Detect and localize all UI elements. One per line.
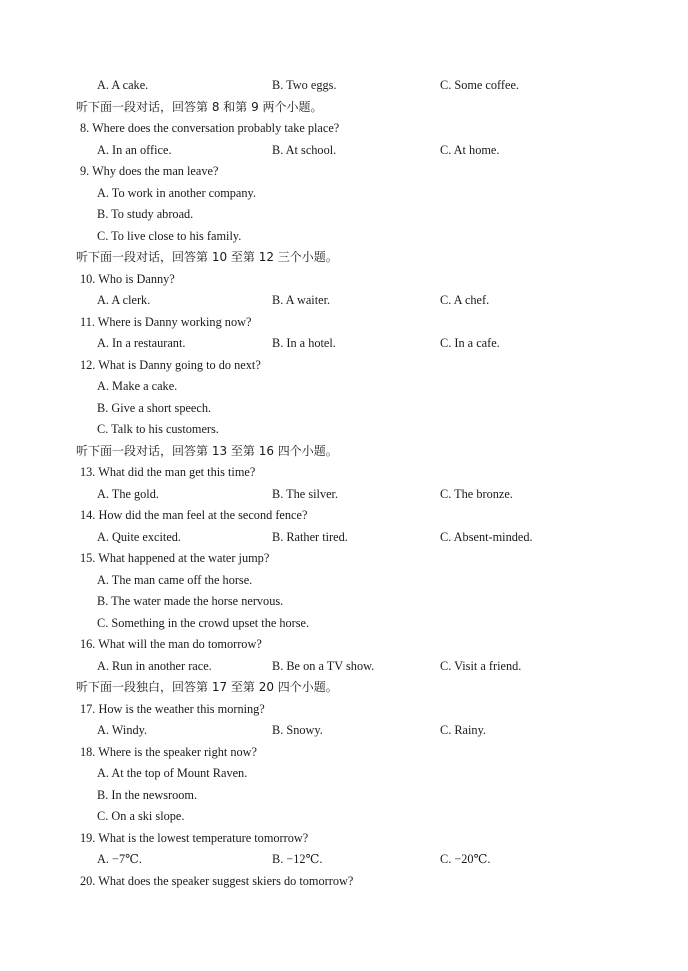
- answer-option-a: A. −7℃.: [97, 852, 142, 866]
- answer-option-a: A. A clerk.: [97, 293, 151, 307]
- answer-option-a: A. In an office.: [97, 143, 172, 157]
- answer-option: B. Give a short speech.: [97, 401, 212, 415]
- question-text: 19. What is the lowest temperature tomorrow?: [80, 831, 309, 845]
- answer-option-a: A. In a restaurant.: [97, 336, 186, 350]
- question-text: 15. What happened at the water jump?: [80, 551, 270, 565]
- answer-option-a: A. Run in another race.: [97, 659, 212, 673]
- answer-option: A. To work in another company.: [97, 186, 256, 200]
- answer-option-b: B. In a hotel.: [272, 336, 336, 350]
- answer-option: C. Something in the crowd upset the horse.: [97, 616, 310, 630]
- answer-option-c: C. The bronze.: [440, 487, 513, 501]
- question-text: 14. How did the man feel at the second fence?: [80, 508, 308, 522]
- answer-option: B. In the newsroom.: [97, 788, 198, 802]
- answer-option-b: B. At school.: [272, 143, 337, 157]
- answer-option-b: B. Snowy.: [272, 723, 323, 737]
- answer-option-b: B. −12℃.: [272, 852, 323, 866]
- answer-option-b: B. Two eggs.: [272, 78, 337, 92]
- answer-option-c: C. At home.: [440, 143, 500, 157]
- question-text: 11. Where is Danny working now?: [80, 315, 252, 329]
- answer-option: A. The man came off the horse.: [97, 573, 253, 587]
- question-text: 13. What did the man get this time?: [80, 465, 256, 479]
- answer-option-c: C. A chef.: [440, 293, 490, 307]
- answer-option-a: A. The gold.: [97, 487, 159, 501]
- question-text: 17. How is the weather this morning?: [80, 702, 265, 716]
- question-text: 20. What does the speaker suggest skiers do tomorrow?: [80, 874, 354, 888]
- section-instruction: 听下面一段对话，回答第 13 至第 16 四个小题。: [76, 444, 338, 458]
- answer-option: B. The water made the horse nervous.: [97, 594, 284, 608]
- question-text: 8. Where does the conversation probably take place?: [80, 121, 340, 135]
- answer-option-c: C. Visit a friend.: [440, 659, 522, 673]
- question-text: 16. What will the man do tomorrow?: [80, 637, 262, 651]
- answer-option: C. Talk to his customers.: [97, 422, 219, 436]
- answer-option-c: C. −20℃.: [440, 852, 491, 866]
- answer-option: A. Make a cake.: [97, 379, 178, 393]
- answer-option-c: C. Absent-minded.: [440, 530, 533, 544]
- answer-option-c: C. Some coffee.: [440, 78, 519, 92]
- answer-option: B. To study abroad.: [97, 207, 194, 221]
- question-text: 10. Who is Danny?: [80, 272, 175, 286]
- question-text: 9. Why does the man leave?: [80, 164, 219, 178]
- section-instruction: 听下面一段对话，回答第 8 和第 9 两个小题。: [76, 100, 323, 114]
- answer-option-a: A. Quite excited.: [97, 530, 182, 544]
- answer-option: C. To live close to his family.: [97, 229, 242, 243]
- answer-option-b: B. Rather tired.: [272, 530, 348, 544]
- section-instruction: 听下面一段对话，回答第 10 至第 12 三个小题。: [76, 250, 338, 264]
- answer-option-a: A. Windy.: [97, 723, 148, 737]
- answer-option: A. At the top of Mount Raven.: [97, 766, 248, 780]
- answer-option-b: B. A waiter.: [272, 293, 331, 307]
- answer-option-c: C. Rainy.: [440, 723, 486, 737]
- answer-option-a: A. A cake.: [97, 78, 149, 92]
- answer-option: C. On a ski slope.: [97, 809, 185, 823]
- section-instruction: 听下面一段独白，回答第 17 至第 20 四个小题。: [76, 680, 338, 694]
- answer-option-b: B. Be on a TV show.: [272, 659, 375, 673]
- question-text: 12. What is Danny going to do next?: [80, 358, 261, 372]
- answer-option-c: C. In a cafe.: [440, 336, 500, 350]
- question-text: 18. Where is the speaker right now?: [80, 745, 257, 759]
- answer-option-b: B. The silver.: [272, 487, 339, 501]
